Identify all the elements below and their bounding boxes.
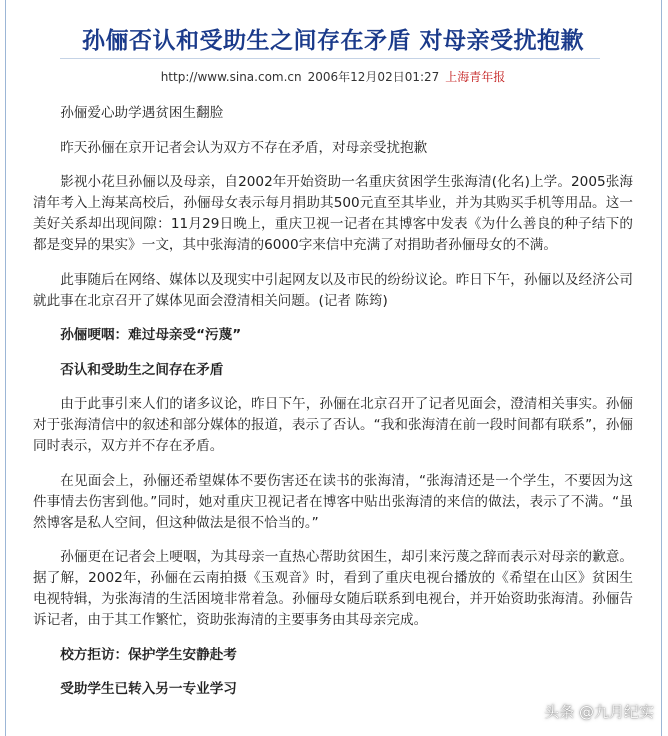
article-meta	[8, 68, 658, 85]
body-paragraph: 影视小花旦孙俪以及母亲，自2002年开始资助一名重庆贫困学生张海清(化名)上学。2005张海清年考入上海某高校后，孙俪母女表示每月捐助其500元直至其毕业，并为其购买手机等用品。这一美好关系却出现间隙：11月29日晚上，重庆卫视一记者在其博客中发表《为什么善良的种子结下的都是变异的果实》一文，其中张海清的6000字来信中充满了对捐助者孙俪母女的不满。	[33, 174, 633, 253]
page-border-right	[661, 0, 662, 736]
publish-datetime: 2006年12月02日01:27	[307, 70, 440, 84]
section-heading: 孙俪哽咽：难过母亲受“污蔑”	[60, 327, 242, 343]
source-url[interactable]: http://www.sina.com.cn	[160, 70, 302, 84]
page-border-left	[5, 0, 6, 736]
lead-paragraph: 昨天孙俪在京开记者会认为双方不存在矛盾，对母亲受扰抱歉	[60, 139, 428, 156]
section-heading: 否认和受助生之间存在矛盾	[60, 361, 224, 378]
body-paragraph: 孙俪更在记者会上哽咽，为其母亲一直热心帮助贫困生，却引来污蔑之辞而表示对母亲的歉意。据了解，2002年，孙俪在云南拍摄《玉观音》时，看到了重庆电视台播放的《希望在山区》贫困生电视特辑，为张海清的生活困境非常着急。孙俪母女随后联系到电视台，并开始资助张海清。孙俪告诉记者，由于其工作繁忙，资助张海清的主要事务由其母亲完成。	[33, 549, 633, 628]
body-paragraph: 此事随后在网络、媒体以及现实中引起网友以及市民的纷纷议论。昨日下午，孙俪以及经济公司就此事在北京召开了媒体见面会澄清相关问题。(记者 陈筠)	[33, 271, 633, 309]
watermark: 头条 @九月纪实	[544, 703, 654, 721]
section-heading: 受助学生已转入另一专业学习	[60, 681, 237, 697]
body-paragraph: 在见面会上，孙俪还希望媒体不要伤害还在读书的张海清，“张海清还是一个学生，不要因为这件事情去伤害到他。”同时，她对重庆卫视记者在博客中贴出张海清的来信的做法，表示了不满。“虽然博客是私人空间，但这种做法是很不恰当的。”	[33, 472, 633, 531]
body-paragraph: 由于此事引来人们的诸多议论，昨日下午，孙俪在北京召开了记者见面会，澄清相关事实。孙俪对于张海清信中的叙述和部分媒体的报道，表示了否认。“我和张海清在前一段时间都有联系”，孙俪同时表示，双方并不存在矛盾。	[33, 396, 633, 454]
title-divider	[60, 58, 600, 59]
source-link[interactable]: 上海青年报	[445, 70, 506, 84]
article-title: 孙俪否认和受助生之间存在矛盾 对母亲受扰抱歉	[81, 28, 584, 54]
article-body	[33, 103, 633, 714]
section-heading: 校方拒访：保护学生安静赴考	[60, 646, 237, 663]
lead-paragraph: 孙俪爱心助学遇贫困生翻脸	[60, 105, 224, 121]
